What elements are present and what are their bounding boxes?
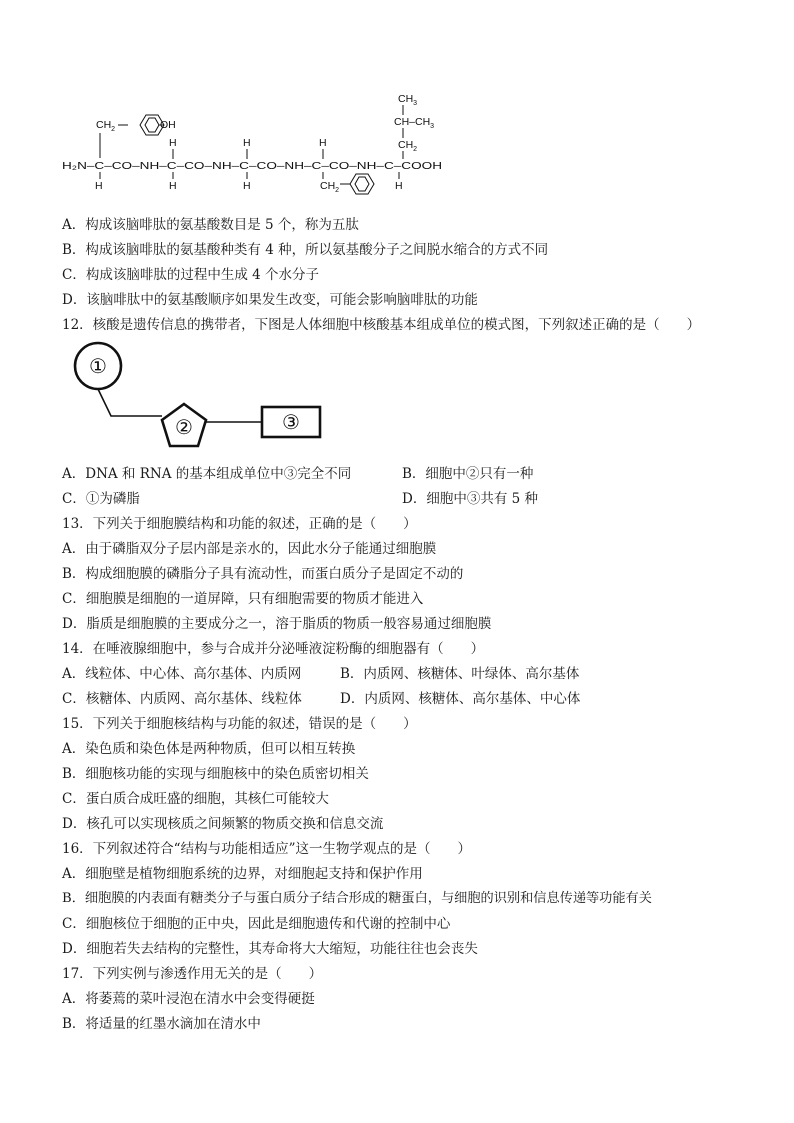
struct-ch2-phe: $CH_2$: [320, 180, 340, 194]
q12-option-c: C．①为磷脂: [62, 491, 140, 507]
struct-h: H: [395, 180, 403, 192]
q12-stem: 12．核酸是遗传信息的携带者，下图是人体细胞中核酸基本组成单位的模式图，下列叙述正确的是（ ）: [62, 317, 701, 333]
q11-option-b: B．构成该脑啡肽的氨基酸种类有 4 种，所以氨基酸分子之间脱水缩合的方式不同: [62, 242, 549, 258]
q12-option-b: B．细胞中②只有一种: [402, 466, 534, 482]
q15-option-b: B．细胞核功能的实现与细胞核中的染色质密切相关: [62, 766, 369, 782]
q17-stem: 17．下列实例与渗透作用无关的是（ ）: [62, 966, 323, 982]
q13-option-a: A．由于磷脂双分子层内部是亲水的，因此水分子能通过细胞膜: [62, 541, 437, 557]
struct-ch2-tyr: $CH_2$: [96, 119, 116, 133]
q13-option-b: B．构成细胞膜的磷脂分子具有流动性，而蛋白质分子是固定不动的: [62, 566, 464, 582]
q14-option-b: B．内质网、核糖体、叶绿体、高尔基体: [340, 666, 580, 682]
q16-option-c: C．细胞核位于细胞的正中央，因此是细胞遗传和代谢的控制中心: [62, 916, 451, 932]
struct-h: H: [243, 137, 251, 149]
q12-option-d: D．细胞中③共有 5 种: [402, 491, 538, 507]
peptide-structure-diagram: [58, 88, 478, 200]
q16-option-d: D．细胞若失去结构的完整性，其寿命将大大缩短，功能往往也会丧失: [62, 941, 478, 957]
q13-option-d: D．脂质是细胞膜的主要成分之一，溶于脂质的物质一般容易通过细胞膜: [62, 616, 492, 632]
struct-h: H: [169, 137, 177, 149]
q17-option-b: B．将适量的红墨水滴加在清水中: [62, 1016, 261, 1032]
label-base: ③: [282, 412, 300, 434]
struct-main-chain: H₂N–C–CO–NH–C–CO–NH–C–CO–NH–C–CO–NH–C–COOH: [62, 160, 442, 172]
struct-h: H: [95, 180, 103, 192]
q14-stem: 14．在唾液腺细胞中，参与合成并分泌唾液淀粉酶的细胞器有（ ）: [62, 641, 485, 657]
q14-option-a: A．线粒体、中心体、高尔基体、内质网: [62, 666, 302, 682]
q11-option-d: D．该脑啡肽中的氨基酸顺序如果发生改变，可能会影响脑啡肽的功能: [62, 292, 478, 308]
struct-h: H: [169, 180, 177, 192]
q13-stem: 13．下列关于细胞膜结构和功能的叙述，正确的是（ ）: [62, 516, 417, 532]
q15-option-d: D．核孔可以实现核质之间频繁的物质交换和信息交流: [62, 816, 384, 832]
struct-oh: OH: [160, 119, 176, 131]
struct-ch-ch3: $CH-CH_3$: [394, 116, 435, 130]
q15-option-c: C．蛋白质合成旺盛的细胞，其核仁可能较大: [62, 791, 329, 807]
q15-option-a: A．染色质和染色体是两种物质，但可以相互转换: [62, 741, 356, 757]
struct-ch2-leu: $CH_2$: [398, 139, 418, 153]
struct-h: H: [319, 137, 327, 149]
q12-option-a: A．DNA 和 RNA 的基本组成单位中③完全不同: [62, 466, 352, 482]
q14-option-c: C．核糖体、内质网、高尔基体、线粒体: [62, 691, 302, 707]
label-sugar: ②: [175, 417, 193, 439]
struct-h: H: [243, 180, 251, 192]
q16-stem: 16．下列叙述符合“结构与功能相适应”这一生物学观点的是（ ）: [62, 841, 471, 857]
nucleotide-diagram: [66, 340, 336, 456]
q14-option-d: D．内质网、核糖体、高尔基体、中心体: [340, 691, 581, 707]
struct-ch3-top: $CH_3$: [398, 93, 418, 107]
q16-option-b: B．细胞膜的内表面有糖类分子与蛋白质分子结合形成的糖蛋白，与细胞的识别和信息传递等功能有关: [62, 891, 652, 906]
q15-stem: 15．下列关于细胞核结构与功能的叙述，错误的是（ ）: [62, 716, 417, 732]
q16-option-a: A．细胞壁是植物细胞系统的边界，对细胞起支持和保护作用: [62, 866, 423, 882]
q13-option-c: C．细胞膜是细胞的一道屏障，只有细胞需要的物质才能进入: [62, 591, 424, 607]
label-phosphate: ①: [89, 356, 107, 378]
q11-option-a: A．构成该脑啡肽的氨基酸数目是 5 个，称为五肽: [62, 217, 359, 233]
q11-option-c: C．构成该脑啡肽的过程中生成 4 个水分子: [62, 267, 320, 283]
q17-option-a: A．将萎蔫的菜叶浸泡在清水中会变得硬挺: [62, 991, 315, 1007]
